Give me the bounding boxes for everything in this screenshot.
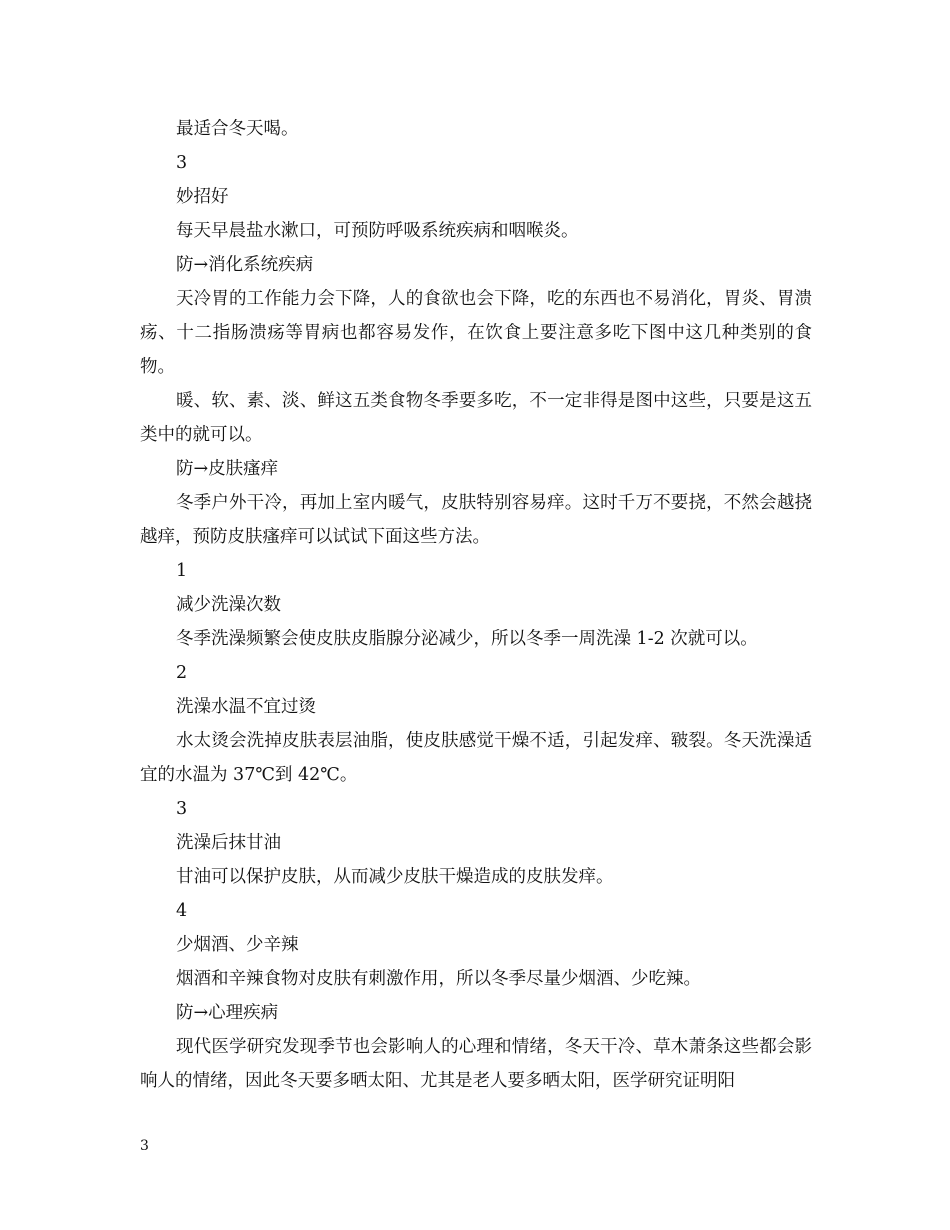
paragraph: 天冷胃的工作能力会下降，人的食欲也会下降，吃的东西也不易消化，胃炎、胃溃疡、十二指肠溃疡等胃病也都容易发作，在饮食上要注意多吃下图中这几种类别的食物。 [140, 289, 812, 377]
subheading: 洗澡后抹甘油 [176, 833, 281, 853]
list-number: 4 [176, 901, 188, 921]
subheading: 少烟酒、少辛辣 [176, 935, 299, 955]
paragraph: 冬季洗澡频繁会使皮肤皮脂腺分泌减少，所以冬季一周洗澡 1-2 次就可以。 [176, 629, 758, 649]
paragraph: 现代医学研究发现季节也会影响人的心理和情绪，冬天干冷、草木萧条这些都会影响人的情绪，因此冬天要多晒太阳、尤其是老人要多晒太阳，医学研究证明阳 [140, 1037, 812, 1091]
paragraph: 烟酒和辛辣食物对皮肤有刺激作用，所以冬季尽量少烟酒、少吃辣。 [176, 969, 701, 989]
subheading: 减少洗澡次数 [176, 595, 281, 615]
page-number: 3 [140, 1138, 149, 1154]
paragraph: 冬季户外干冷，再加上室内暖气，皮肤特别容易痒。这时千万不要挠，不然会越挠越痒，预防皮肤瘙痒可以试试下面这些方法。 [140, 493, 812, 547]
section-heading: 防→皮肤瘙痒 [176, 459, 279, 479]
paragraph: 最适合冬天喝。 [176, 119, 299, 139]
list-number: 3 [176, 153, 188, 173]
list-number: 3 [176, 799, 188, 819]
document-body [140, 112, 812, 1098]
paragraph: 甘油可以保护皮肤，从而减少皮肤干燥造成的皮肤发痒。 [176, 867, 614, 887]
list-number: 1 [176, 561, 188, 581]
paragraph: 水太烫会洗掉皮肤表层油脂，使皮肤感觉干燥不适，引起发痒、皲裂。冬天洗澡适宜的水温为 37℃到 42℃。 [140, 731, 812, 785]
subheading: 洗澡水温不宜过烫 [176, 697, 316, 717]
section-heading: 防→心理疾病 [176, 1003, 279, 1023]
section-heading: 防→消化系统疾病 [176, 255, 314, 275]
list-number: 2 [176, 663, 188, 683]
paragraph: 暖、软、素、淡、鲜这五类食物冬季要多吃，不一定非得是图中这些，只要是这五类中的就可以。 [140, 391, 812, 445]
paragraph: 每天早晨盐水漱口，可预防呼吸系统疾病和咽喉炎。 [176, 221, 579, 241]
subheading: 妙招好 [176, 187, 229, 207]
